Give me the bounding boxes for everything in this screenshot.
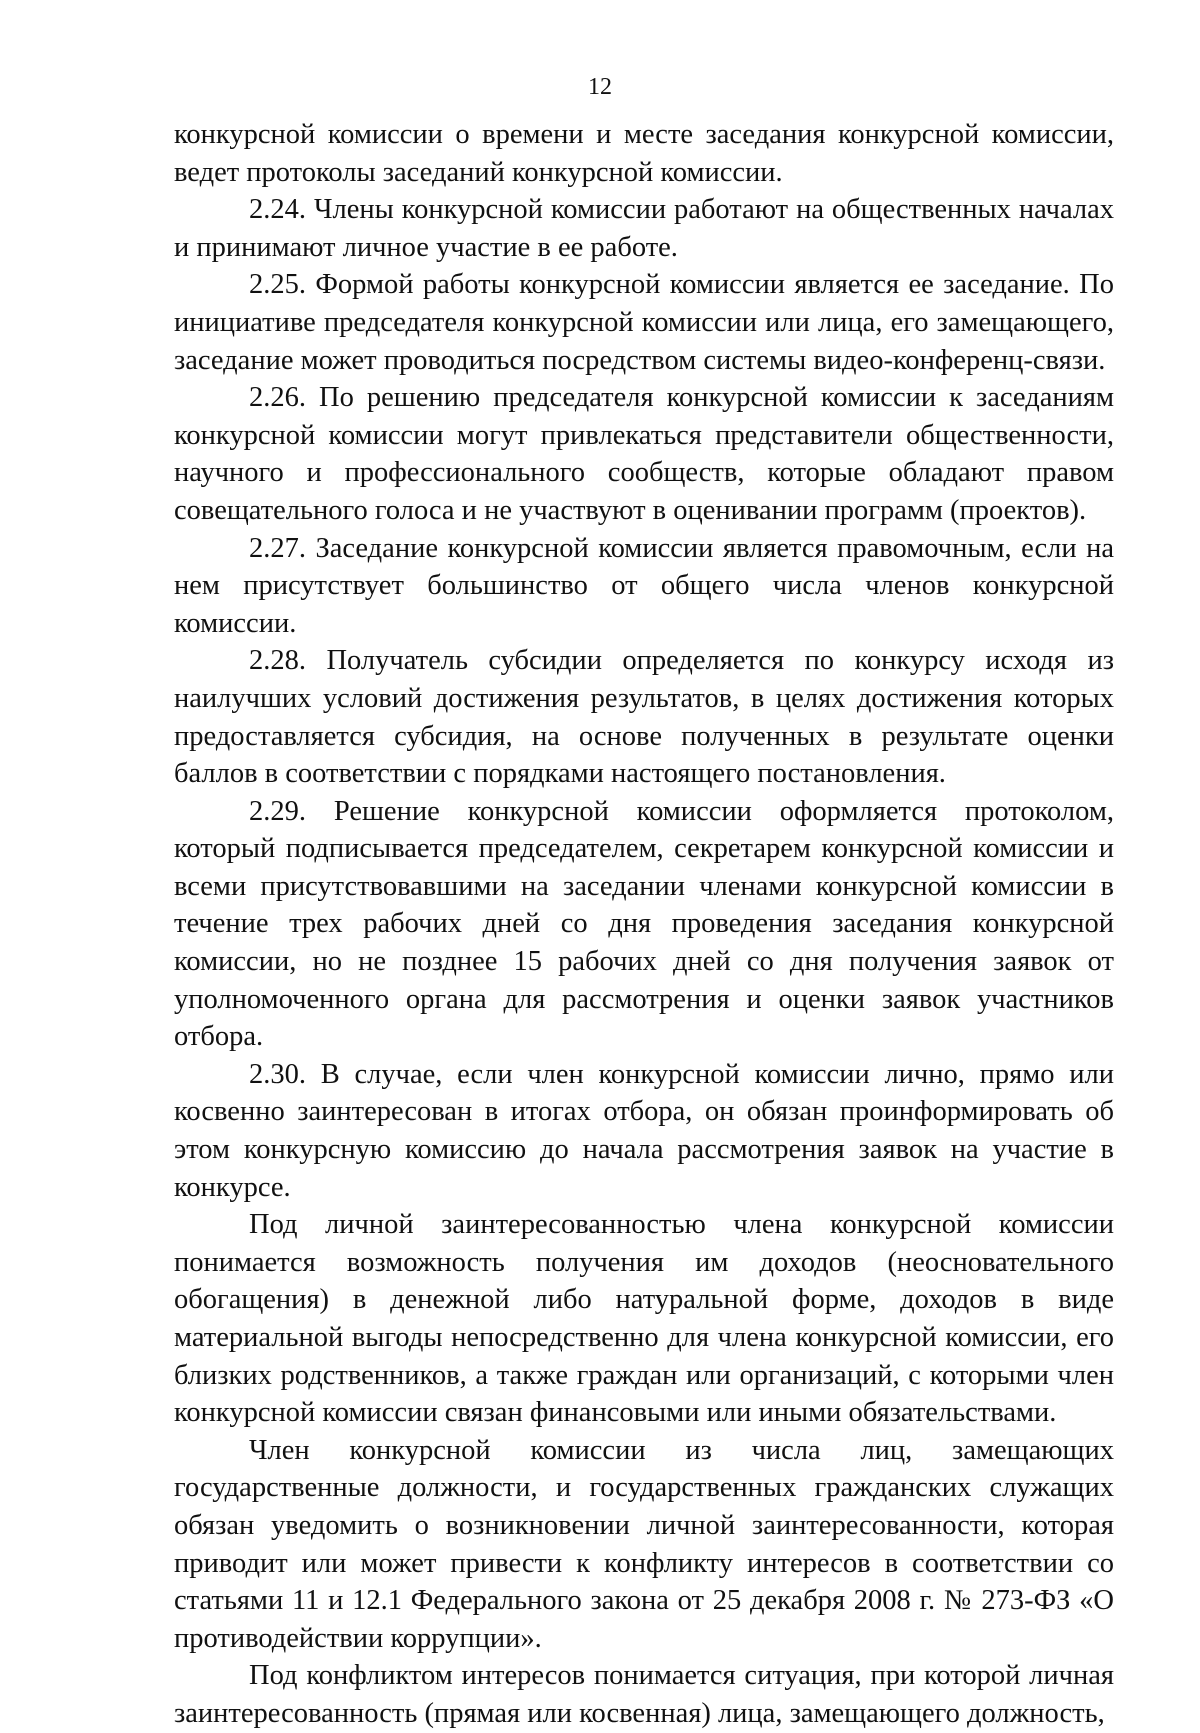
paragraph-notification-duty: Член конкурсной комиссии из числа лиц, замещающих государственные должности, и государственных гражданских служащих обязан уведомить о возникновении личной заинтересованности, которая приводит или может привести к конфликту интересов в соответствии со статьями 11 и 12.1 Федерального закона от 25 декабря 2008 г. № 273-ФЗ «О противодействии коррупции».: [174, 1434, 1114, 1654]
paragraph-conflict-of-interest: Под конфликтом интересов понимается ситуация, при которой личная заинтересованность (прямая или косвенная) лица, замещающего должность,: [174, 1660, 1114, 1729]
paragraph-personal-interest: Под личной заинтересованностью члена конкурсной комиссии понимается возможность получения им доходов (неосновательного обогащения) в денежной либо натуральной форме, доходов в виде материальной выгоды непосредственно для члена конкурсной комиссии, его близких родственников, а также граждан или организаций, с которыми член конкурсной комиссии связан финансовыми или иными обязательствами.: [174, 1209, 1114, 1429]
paragraph-2-27: 2.27. Заседание конкурсной комиссии является правомочным, если на нем присутствует большинство от общего числа членов конкурсной комиссии.: [174, 532, 1114, 639]
paragraph-continuation: конкурсной комиссии о времени и месте заседания конкурсной комиссии, ведет протоколы заседаний конкурсной комиссии.: [174, 119, 1114, 188]
paragraph-2-30: 2.30. В случае, если член конкурсной комиссии лично, прямо или косвенно заинтересован в итогах отбора, он обязан проинформировать об этом конкурсную комиссию до начала рассмотрения заявок на участие в конкурсе.: [174, 1058, 1114, 1203]
paragraph-2-29: 2.29. Решение конкурсной комиссии оформляется протоколом, который подписывается председателем, секретарем конкурсной комиссии и всеми присутствовавшими на заседании членами конкурсной комиссии в течение трех рабочих дней со дня проведения заседания конкурсной комиссии, но не позднее 15 рабочих дней со дня получения заявок от уполномоченного органа для рассмотрения и оценки заявок участников отбора.: [174, 795, 1114, 1053]
page-number: 12: [588, 74, 612, 100]
paragraph-2-28: 2.28. Получатель субсидии определяется по конкурсу исходя из наилучших условий достижения результатов, в целях достижения которых предоставляется субсидия, на основе полученных в результате оценки баллов в соответствии с порядками настоящего постановления.: [174, 645, 1114, 790]
paragraph-2-24: 2.24. Члены конкурсной комиссии работают на общественных началах и принимают личное участие в ее работе.: [174, 194, 1114, 263]
paragraph-2-25: 2.25. Формой работы конкурсной комиссии является ее заседание. По инициативе председателя конкурсной комиссии или лица, его замещающего, заседание может проводиться посредством системы видео-конференц-связи.: [174, 269, 1114, 376]
document-body: [174, 116, 1114, 1733]
paragraph-2-26: 2.26. По решению председателя конкурсной комиссии к заседаниям конкурсной комиссии могут привлекаться представители общественности, научного и профессионального сообществ, которые обладают правом совещательного голоса и не участвуют в оценивании программ (проектов).: [174, 382, 1114, 526]
